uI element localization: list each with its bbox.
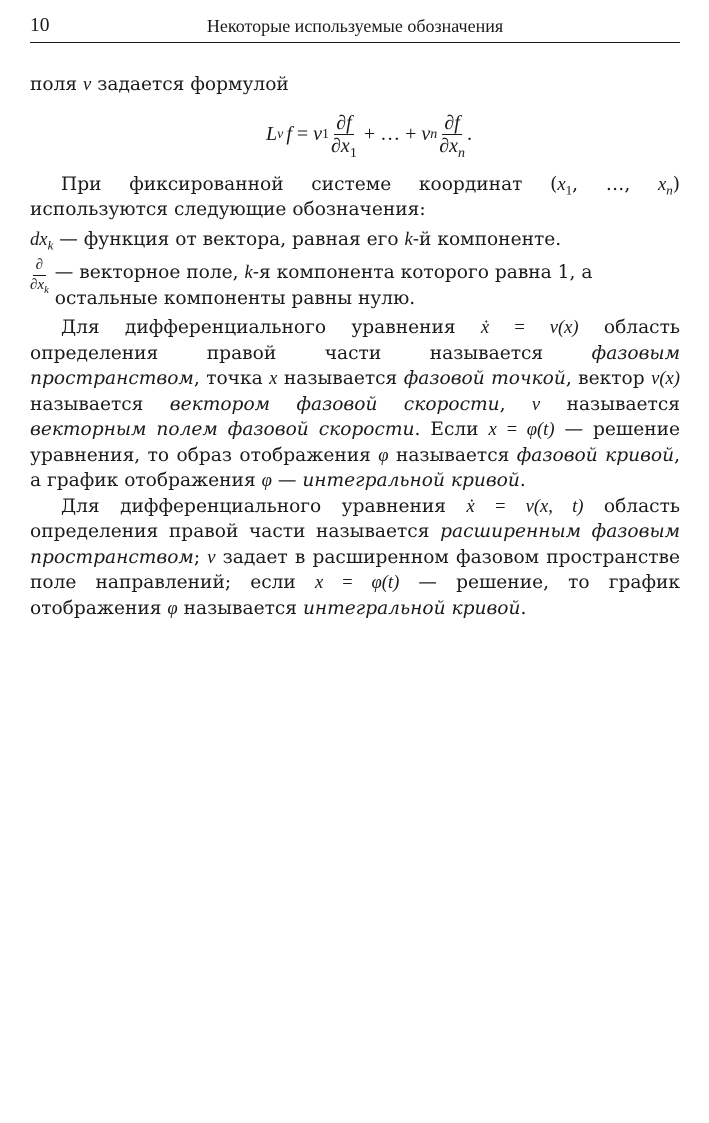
- running-title: Некоторые используемые обозначения: [206, 16, 504, 36]
- fraction-df-dxn: $\frac{\partial f}{\partial x_n}$: [439, 112, 466, 161]
- lie-derivative-formula: L v f = v 1 $\frac{\partial f}{\partial x_1}$ + … + v n $\frac{\partial f}{\partial x_n}$ .: [265, 112, 473, 161]
- definition-dxk: $dx_k$ — функция от вектора, равная его k-й компоненте.: [30, 228, 562, 253]
- page-number: 10: [30, 15, 50, 36]
- book-page: [30, 0, 680, 621]
- definition-partial-derivative: $\frac{\partial}{\partial x_k}$ — векторное поле, k-я компонента которого равна 1, а остальные компоненты равны нулю.: [30, 257, 593, 309]
- fraction-df-dx1: $\frac{\partial f}{\partial x_1}$: [331, 112, 357, 161]
- intro-line: поля v задается формулой: [30, 74, 289, 95]
- coordinates-paragraph: При фиксированной системе координат ($x_1$, …, $x_n$) используются следующие обозначения:: [30, 173, 680, 220]
- phase-space-paragraph: Для дифференциального уравнения ẋ = v(x) область определения правой части называется фазовым пространством, точка x называется фазовой точкой, вектор v(x) называется вектором фазовой скорости, v называется векторным полем фазовой скорости. Если x = φ(t) — решение уравнения, то образ отображения φ называется фазовой кривой, а график отображения φ — интегральной кривой.: [30, 317, 680, 491]
- fraction-partial-dxk: $\frac{\partial}{\partial x_k}$: [30, 257, 49, 296]
- running-header: [30, 0, 680, 43]
- extended-phase-space-paragraph: Для дифференциального уравнения ẋ = v(x, t) область определения правой части называется расширенным фазовым пространством; v задает в расширенном фазовом пространстве поле направлений; если x = φ(t) — решение, то график отображения φ называется интегральной кривой.: [30, 495, 681, 619]
